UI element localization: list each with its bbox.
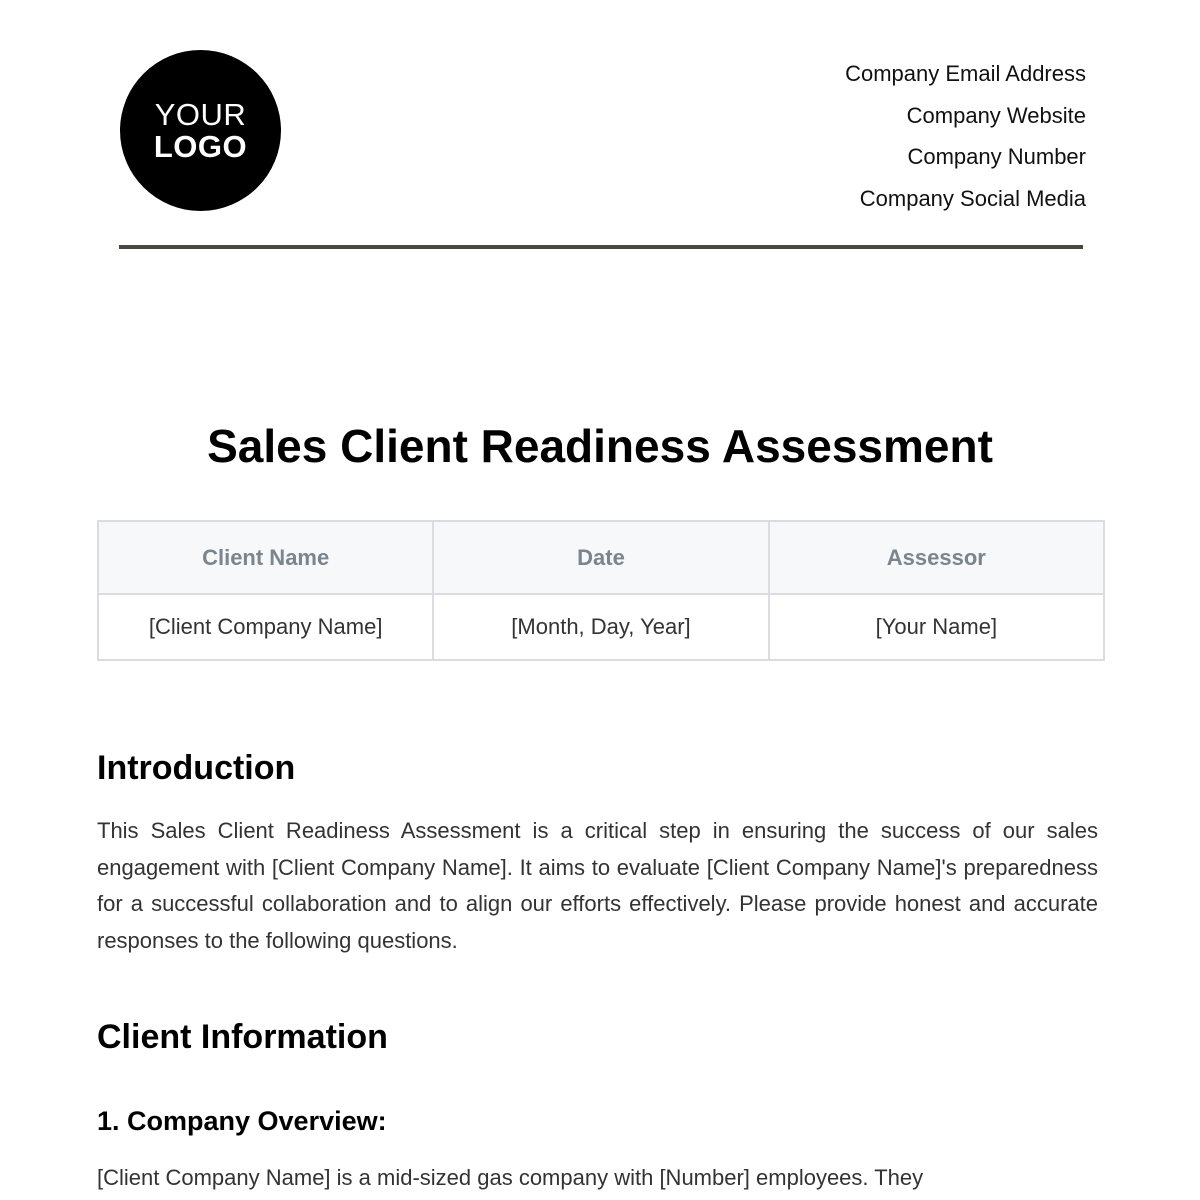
header-assessor: Assessor <box>769 521 1104 594</box>
introduction-heading: Introduction <box>97 749 296 787</box>
value-client-name: [Client Company Name] <box>98 594 433 660</box>
company-number: Company Number <box>907 144 1086 169</box>
company-overview-text: [Client Company Name] is a mid-sized gas company with [Number] employees. They <box>97 1165 924 1190</box>
info-table-header-row <box>98 521 1104 594</box>
value-assessor: [Your Name] <box>769 594 1104 660</box>
logo-line-2: LOGO <box>153 128 248 164</box>
logo-line-1: YOUR <box>154 96 247 132</box>
info-table-value-row <box>98 594 1104 660</box>
introduction-text: This Sales Client Readiness Assessment is a critical step in ensuring the success of our sales engagement with [Client Company Name]. It aims to evaluate [Client Company Name]'s preparedness for a successful collaboration and to align our efforts effectively. Please provide honest and accurate responses to the following questions. <box>97 818 1098 953</box>
header-date: Date <box>433 521 768 594</box>
company-website: Company Website <box>906 102 1086 128</box>
company-logo <box>120 50 281 211</box>
company-social-media: Company Social Media <box>859 185 1086 211</box>
document-title: Sales Client Readiness Assessment <box>207 420 993 472</box>
client-information-heading: Client Information <box>97 1018 388 1056</box>
assessment-info-table <box>97 520 1105 661</box>
header-divider <box>119 245 1083 249</box>
value-date: [Month, Day, Year] <box>433 594 768 660</box>
company-email: Company Email Address <box>845 61 1086 86</box>
company-overview-heading: 1. Company Overview: <box>97 1106 387 1136</box>
header-client-name: Client Name <box>98 521 433 594</box>
company-contact-block <box>845 53 1086 219</box>
